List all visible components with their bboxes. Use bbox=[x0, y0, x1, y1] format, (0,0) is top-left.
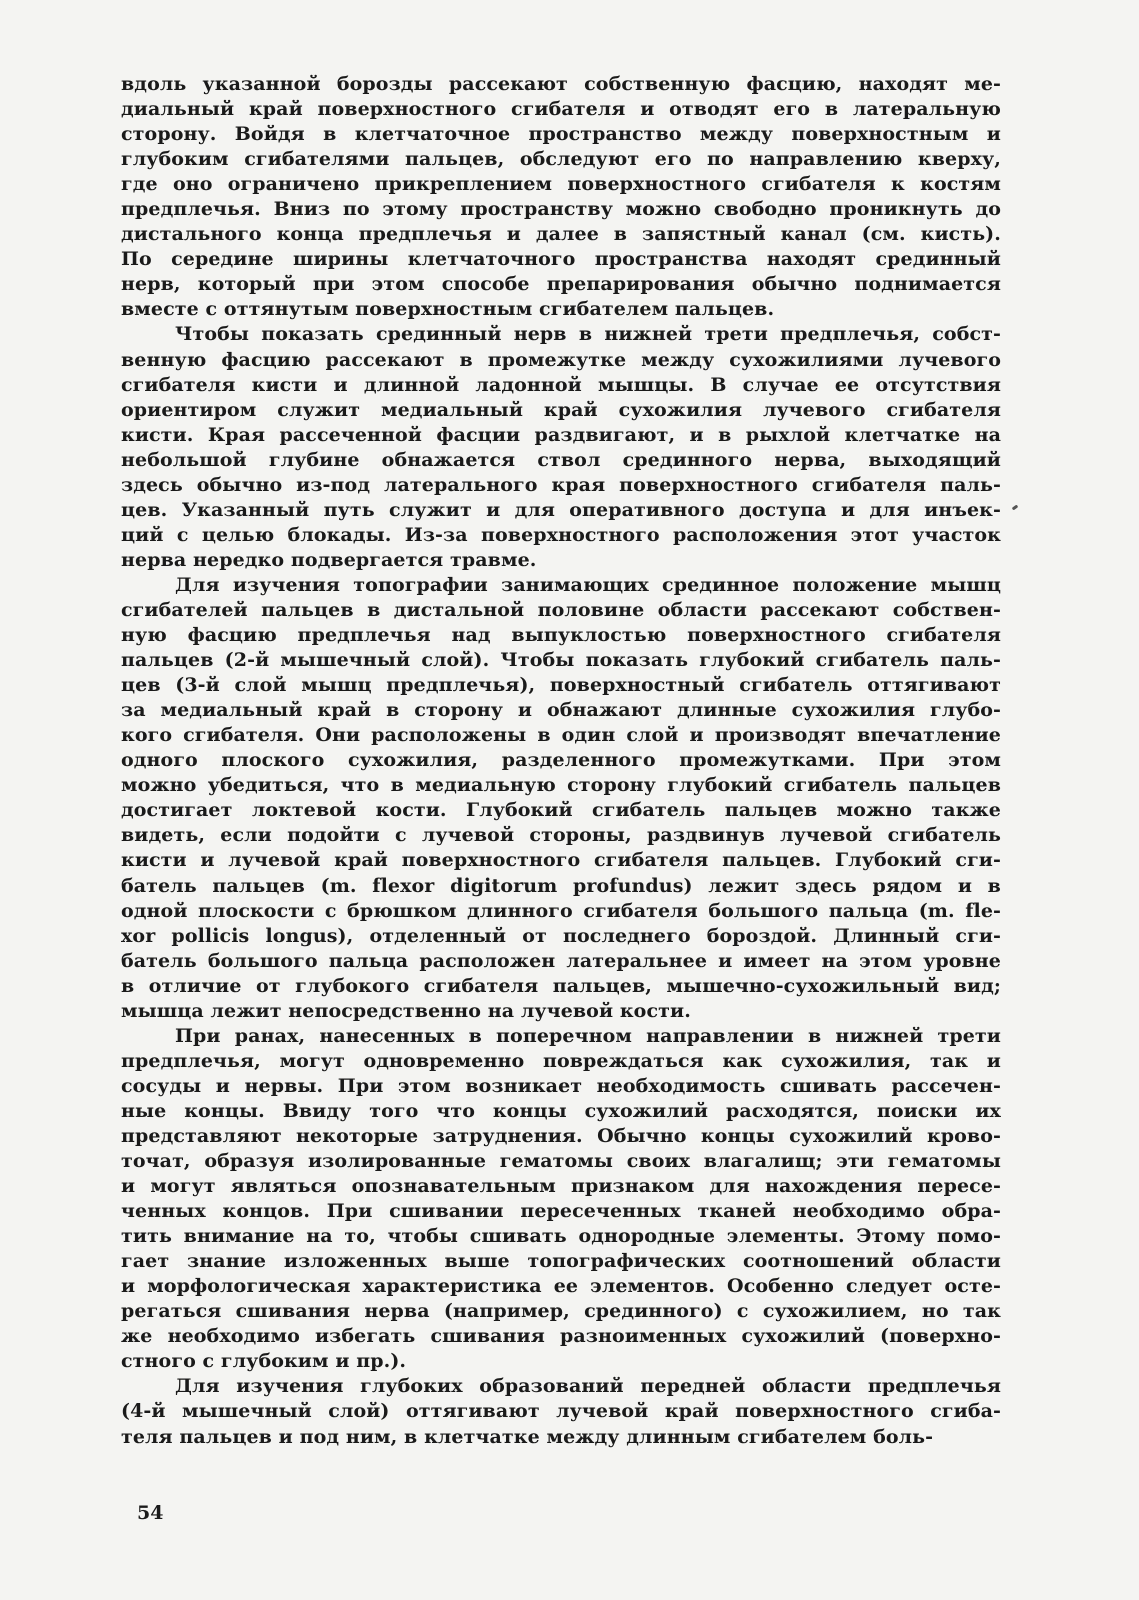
text-line: ориентиром служит медиальный край сухожилия лучевого сгибателя bbox=[121, 398, 1001, 421]
text-line: батель пальцев (m. flexor digitorum profundus) лежит здесь рядом и в bbox=[121, 874, 1001, 897]
text-line: сгибателей пальцев в дистальной половине области рассекают собствен- bbox=[121, 598, 1001, 621]
text-line: Для изучения топографии занимающих срединное положение мышц bbox=[175, 573, 1001, 596]
text-line: ченных концов. При сшивании пересеченных тканей необходимо обра- bbox=[121, 1200, 1001, 1223]
text-line: нерва нередко подвергается травме. bbox=[121, 548, 537, 571]
body-text bbox=[121, 72, 1001, 1450]
text-line: и могут являться опознавательным признаком для нахождения пересе- bbox=[121, 1175, 1001, 1198]
text-line: нерв, который при этом способе препарирования обычно поднимается bbox=[121, 273, 1001, 296]
paragraph bbox=[121, 1024, 1001, 1375]
text-line: сосуды и нервы. При этом возникает необходимость сшивать рассечен- bbox=[121, 1074, 1001, 1097]
print-speck bbox=[1012, 505, 1019, 511]
text-line: вместе с оттянутым поверхностным сгибателем пальцев. bbox=[121, 298, 775, 321]
text-line: и морфологическая характеристика ее элементов. Особенно следует осте- bbox=[121, 1275, 1001, 1298]
text-line: ную фасцию предплечья над выпуклостью поверхностного сгибателя bbox=[121, 624, 1001, 647]
text-line: точат, образуя изолированные гематомы своих влагалищ; эти гематомы bbox=[121, 1150, 1001, 1173]
text-line: При ранах, нанесенных в поперечном направлении в нижней трети bbox=[175, 1024, 1001, 1047]
paragraph bbox=[121, 72, 1001, 322]
text-line: предплечья. Вниз по этому пространству можно свободно проникнуть до bbox=[121, 198, 1001, 221]
text-line: вдоль указанной борозды рассекают собственную фасцию, находят ме- bbox=[121, 73, 1001, 95]
text-line: (4-й мышечный слой) оттягивают лучевой край поверхностного сгиба- bbox=[121, 1400, 1001, 1423]
text-line: небольшой глубине обнажается ствол срединного нерва, выходящий bbox=[121, 448, 1001, 471]
text-line: можно убедиться, что в медиальную сторону глубокий сгибатель пальцев bbox=[121, 774, 1001, 797]
text-line: цев (3-й слой мышц предплечья), поверхностный сгибатель оттягивают bbox=[121, 674, 1001, 697]
text-line: кисти и лучевой край поверхностного сгибателя пальцев. Глубокий сги- bbox=[121, 849, 1001, 872]
text-line: ные концы. Ввиду того что концы сухожилий расходятся, поиски их bbox=[121, 1099, 1001, 1122]
text-line: за медиальный край в сторону и обнажают длинные сухожилия глубо- bbox=[121, 699, 1001, 722]
text-line: видеть, если подойти с лучевой стороны, раздвинув лучевой сгибатель bbox=[121, 824, 1001, 847]
text-line: глубоким сгибателями пальцев, обследуют его по направлению кверху, bbox=[121, 148, 1001, 171]
paragraph bbox=[121, 322, 1001, 572]
text-line: мышца лежит непосредственно на лучевой кости. bbox=[121, 999, 691, 1022]
text-line: Для изучения глубоких образований передней области предплечья bbox=[175, 1375, 1001, 1398]
text-line: теля пальцев и под ним, в клетчатке между длинным сгибателем боль- bbox=[121, 1425, 934, 1448]
text-line: гает знание изложенных выше топографических соотношений области bbox=[121, 1250, 1001, 1273]
text-line: По середине ширины клетчаточного пространства находят срединный bbox=[121, 248, 1001, 271]
paragraph bbox=[121, 1374, 1001, 1449]
text-line: батель большого пальца расположен латеральнее и имеет на этом уровне bbox=[121, 949, 1001, 972]
text-line: диальный край поверхностного сгибателя и отводят его в латеральную bbox=[121, 98, 1001, 121]
text-line: где оно ограничено прикреплением поверхностного сгибателя к костям bbox=[121, 173, 1001, 196]
text-line: сгибателя кисти и длинной ладонной мышцы. В случае ее отсутствия bbox=[121, 373, 1001, 396]
text-line: же необходимо избегать сшивания разноименных сухожилий (поверхно- bbox=[121, 1325, 1001, 1348]
text-line: венную фасцию рассекают в промежутке между сухожилиями лучевого bbox=[121, 348, 1001, 371]
text-line: в отличие от глубокого сгибателя пальцев, мышечно-сухожильный вид; bbox=[121, 974, 1001, 997]
text-line: xor pollicis longus), отделенный от последнего бороздой. Длинный сги- bbox=[121, 924, 1001, 947]
paragraph bbox=[121, 573, 1001, 1024]
text-line: регаться сшивания нерва (например, срединного) с сухожилием, но так bbox=[121, 1300, 1001, 1323]
text-line: пальцев (2-й мышечный слой). Чтобы показать глубокий сгибатель паль- bbox=[121, 649, 1001, 672]
text-line: кисти. Края рассеченной фасции раздвигают, и в рыхлой клетчатке на bbox=[121, 423, 1001, 446]
text-line: представляют некоторые затруднения. Обычно концы сухожилий крово- bbox=[121, 1124, 1001, 1147]
text-line: стного с глубоким и пр.). bbox=[121, 1350, 407, 1373]
text-line: цев. Указанный путь служит и для оперативного доступа и для инъек- bbox=[121, 498, 1001, 521]
page-number: 54 bbox=[137, 1502, 164, 1524]
text-line: кого сгибателя. Они расположены в один слой и производят впечатление bbox=[121, 724, 1001, 747]
text-line: одного плоского сухожилия, разделенного промежутками. При этом bbox=[121, 749, 1001, 772]
text-line: ций с целью блокады. Из-за поверхностного расположения этот участок bbox=[121, 523, 1001, 546]
text-line: одной плоскости с брюшком длинного сгибателя большого пальца (m. fle- bbox=[121, 899, 1001, 922]
text-line: Чтобы показать срединный нерв в нижней трети предплечья, собст- bbox=[175, 323, 1001, 346]
text-line: достигает локтевой кости. Глубокий сгибатель пальцев можно также bbox=[121, 799, 1001, 822]
text-line: тить внимание на то, чтобы сшивать однородные элементы. Этому помо- bbox=[121, 1225, 1001, 1248]
text-line: сторону. Войдя в клетчаточное пространство между поверхностным и bbox=[121, 123, 1001, 146]
text-line: дистального конца предплечья и далее в запястный канал (см. кисть). bbox=[121, 223, 1001, 246]
text-line: здесь обычно из-под латерального края поверхностного сгибателя паль- bbox=[121, 473, 1001, 496]
text-line: предплечья, могут одновременно повреждаться как сухожилия, так и bbox=[121, 1049, 1001, 1072]
